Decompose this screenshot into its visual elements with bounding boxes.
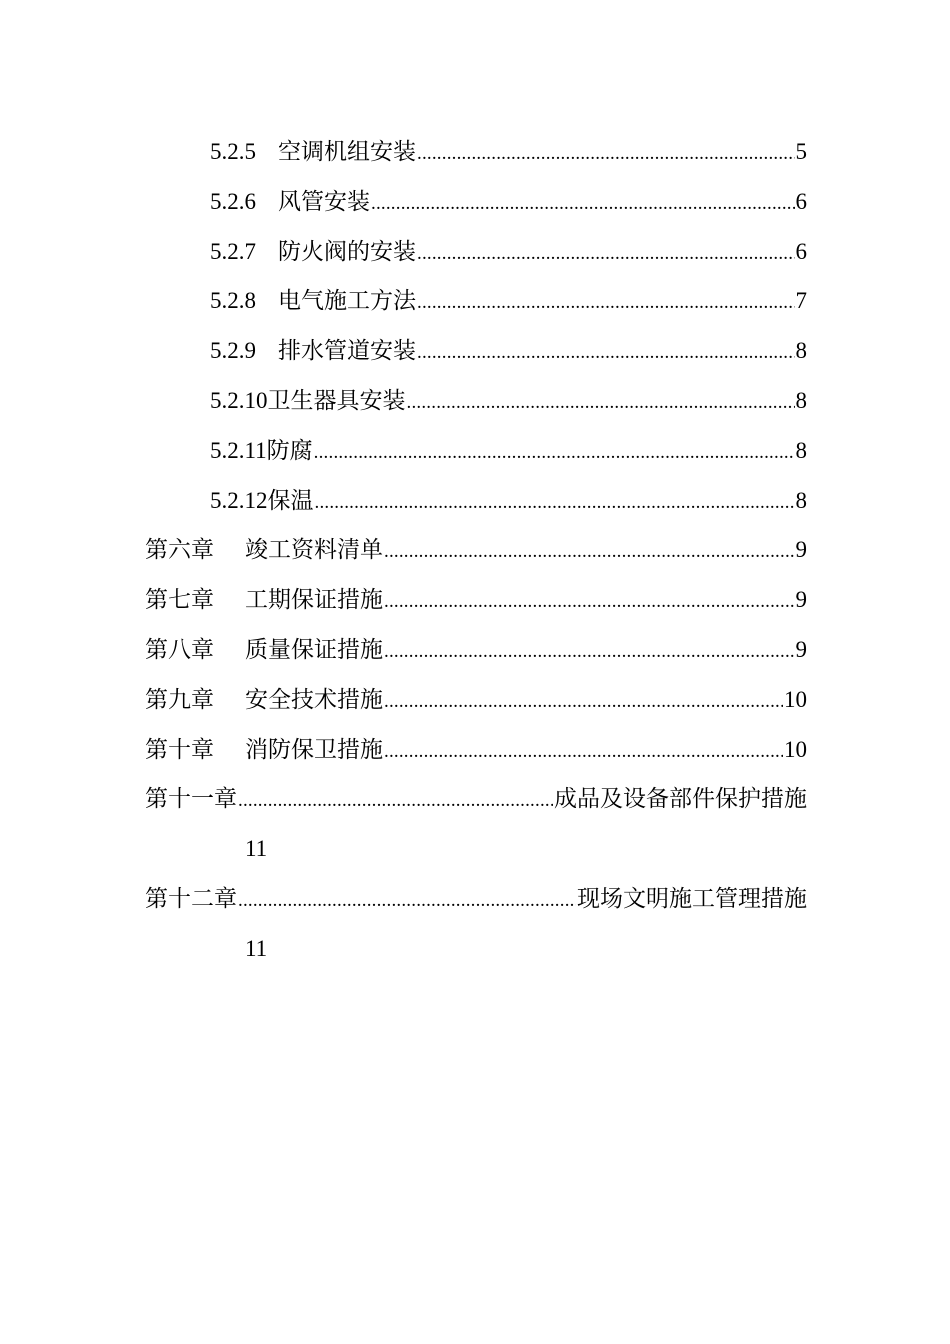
toc-leader-dots	[417, 229, 795, 279]
toc-entry-title: 防腐	[266, 437, 313, 463]
toc-chapter-6[interactable]	[145, 525, 807, 575]
toc-leader-dots	[384, 577, 795, 627]
toc-leader-dots	[384, 527, 795, 577]
toc-chapter-title: 成品及设备部件保护措施	[554, 786, 807, 812]
toc-page-number: 8	[795, 437, 807, 463]
toc-leader-dots	[407, 378, 795, 428]
toc-chapter-title: 安全技术措施	[245, 686, 383, 712]
toc-entry-title: 风管安装	[278, 188, 370, 214]
toc-leader-dots	[417, 278, 795, 328]
toc-entry-title: 保温	[267, 487, 314, 513]
toc-chapter-number: 第十二章	[145, 885, 237, 911]
toc-entry-number: 5.2.10	[210, 387, 268, 413]
toc-chapter-number: 第九章	[145, 686, 214, 712]
toc-entry-number: 5.2.9	[210, 338, 256, 364]
toc-page-number: 10	[784, 686, 807, 712]
toc-entry-title: 电气施工方法	[278, 288, 416, 314]
toc-leader-dots	[315, 478, 795, 528]
toc-leader-dots	[384, 627, 795, 677]
toc-leader-dots	[384, 727, 783, 777]
toc-chapter-9[interactable]	[145, 675, 807, 725]
toc-entry-number: 5.2.12	[210, 487, 268, 513]
toc-chapter-number: 第七章	[145, 587, 214, 613]
toc-chapter-title: 工期保证措施	[245, 587, 383, 613]
toc-chapter-7[interactable]	[145, 575, 807, 625]
toc-page-number: 5	[795, 139, 807, 164]
toc-page-number: 9	[795, 587, 807, 613]
toc-chapter-number: 第十一章	[145, 786, 237, 812]
toc-leader-dots	[417, 328, 795, 378]
toc-page-number: 9	[795, 537, 807, 563]
toc-page-number: 6	[795, 238, 807, 264]
toc-entry-number: 5.2.5	[210, 139, 256, 164]
toc-entry-title: 空调机组安装	[278, 139, 416, 164]
toc-page-number: 9	[795, 636, 807, 662]
toc-entry-5-2-11[interactable]	[145, 426, 807, 476]
toc-leader-dots	[314, 428, 795, 478]
toc-entry-5-2-9[interactable]	[145, 326, 807, 376]
toc-entry-title: 卫生器具安装	[267, 387, 406, 413]
toc-page-number: 10	[784, 736, 807, 762]
toc-chapter-title: 消防保卫措施	[245, 736, 383, 762]
toc-entry-5-2-7[interactable]	[145, 227, 807, 277]
toc-entry-5-2-8[interactable]	[145, 276, 807, 326]
toc-page-number: 6	[795, 188, 807, 214]
toc-entry-number: 5.2.7	[210, 238, 256, 264]
toc-entry-number: 5.2.6	[210, 188, 256, 214]
toc-entry-5-2-12[interactable]	[145, 476, 807, 526]
toc-page-number: 11	[245, 836, 268, 862]
toc-leader-dots	[238, 876, 576, 926]
toc-entry-number: 5.2.11	[210, 437, 267, 463]
toc-page-number: 8	[795, 487, 807, 513]
toc-leader-dots	[384, 677, 783, 727]
toc-chapter-number: 第八章	[145, 636, 214, 662]
toc-entry-title: 防火阀的安装	[278, 238, 416, 264]
toc-chapter-10[interactable]	[145, 725, 807, 775]
toc-chapter-8[interactable]	[145, 625, 807, 675]
toc-chapter-title: 现场文明施工管理措施	[577, 885, 807, 911]
toc-chapter-number: 第十章	[145, 736, 214, 762]
toc-leader-dots	[417, 129, 795, 179]
toc-entry-title: 排水管道安装	[278, 338, 416, 364]
toc-chapter-title: 竣工资料清单	[245, 537, 383, 563]
toc-entry-5-2-5[interactable]	[145, 127, 807, 177]
toc-chapter-number: 第六章	[145, 537, 214, 563]
table-of-contents	[145, 127, 807, 974]
toc-leader-dots	[371, 179, 795, 229]
toc-entry-number: 5.2.8	[210, 288, 256, 314]
toc-chapter-11[interactable]	[145, 774, 807, 824]
toc-entry-5-2-6[interactable]	[145, 177, 807, 227]
toc-page-number: 7	[795, 288, 807, 314]
toc-chapter-12[interactable]	[145, 874, 807, 924]
toc-leader-dots	[238, 776, 553, 826]
toc-chapter-title: 质量保证措施	[245, 636, 383, 662]
toc-entry-5-2-10[interactable]	[145, 376, 807, 426]
toc-page-number: 11	[245, 935, 268, 961]
toc-page-number: 8	[795, 338, 807, 364]
toc-page-number: 8	[795, 387, 807, 413]
